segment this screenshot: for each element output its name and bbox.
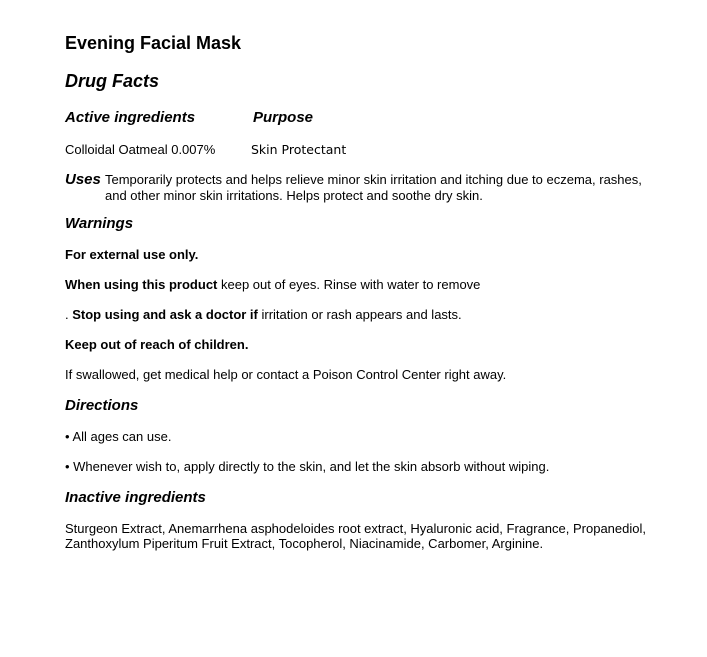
warning-external: [65, 246, 665, 264]
drug-facts-document: [65, 30, 665, 551]
warning-when-using-text: keep out of eyes. Rinse with water to remove: [217, 277, 481, 292]
product-title: Evening Facial Mask: [65, 33, 242, 53]
warning-keep-out-text: Keep out of reach of children.: [65, 337, 249, 352]
warning-stop-using: [65, 306, 665, 324]
warning-swallowed: If swallowed, get medical help or contact a Poison Control Center right away.: [65, 367, 507, 382]
warning-stop-prefix: .: [65, 307, 73, 322]
uses-label: Uses: [65, 171, 101, 188]
drug-facts-heading: Drug Facts: [65, 71, 160, 91]
warning-when-using: [65, 276, 665, 294]
directions-item: • Whenever wish to, apply directly to the skin, and let the skin absorb without wiping.: [65, 459, 550, 474]
warning-keep-out: [65, 336, 665, 354]
uses-section: [65, 172, 665, 204]
active-ingredients-heading: Active ingredients: [65, 109, 196, 126]
uses-text: Temporarily protects and helps relieve minor skin irritation and itching due to eczema, rashes, and other minor skin irritations. Helps protect and soothe dry skin.: [105, 172, 642, 203]
active-ingredient-value: Colloidal Oatmeal 0.007%: [65, 142, 216, 157]
warning-stop-text: irritation or rash appears and lasts.: [257, 307, 462, 322]
warning-stop-bold: Stop using and ask a doctor if: [72, 307, 258, 322]
warning-when-using-bold: When using this product: [65, 277, 218, 292]
purpose-heading: Purpose: [253, 109, 314, 126]
directions-item: • All ages can use.: [65, 429, 172, 444]
active-ingredients-header-row: [65, 108, 665, 128]
warnings-heading: Warnings: [65, 215, 134, 232]
purpose-value: Skin Protectant: [251, 142, 347, 157]
inactive-ingredients-heading: Inactive ingredients: [65, 489, 206, 506]
warning-external-text: For external use only.: [65, 247, 199, 262]
active-ingredients-row: [65, 141, 665, 159]
inactive-ingredients-text: Sturgeon Extract, Anemarrhena asphodeloides root extract, Hyaluronic acid, Fragrance, Propanediol, Zanthoxylum Piperitum Fruit Extract, Tocopherol, Niacinamide, Carbomer, Arginine.: [65, 521, 646, 551]
directions-heading: Directions: [65, 397, 139, 414]
